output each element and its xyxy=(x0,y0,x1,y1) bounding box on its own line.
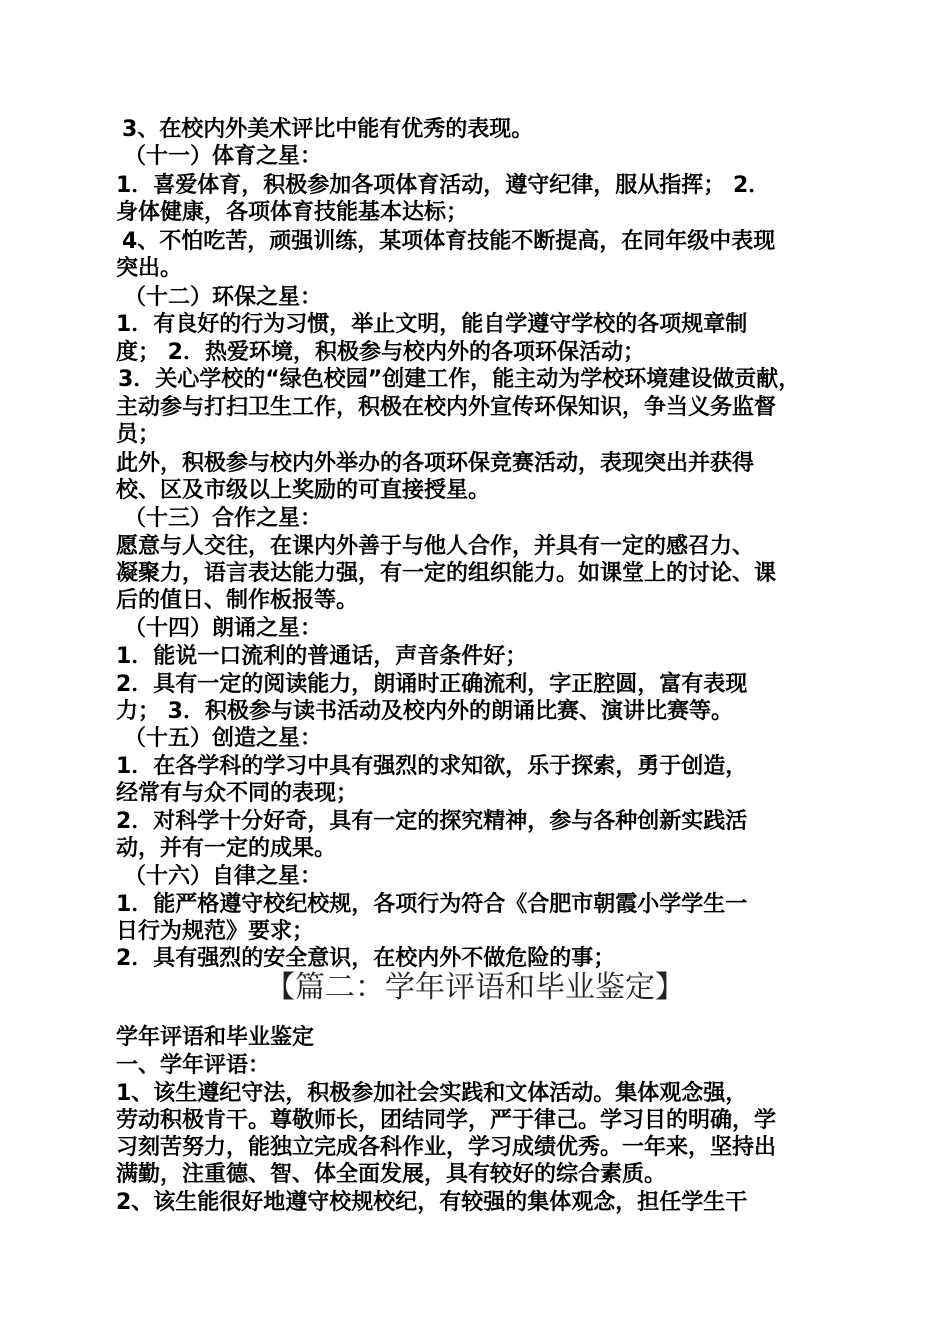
text-line: 校、区及市级以上奖励的可直接授星。 xyxy=(116,478,491,503)
text-line: 突出。 xyxy=(116,256,183,281)
section-heading: （十三）合作之星： xyxy=(124,506,323,531)
text-line: 凝聚力，语言表达能力强，有一定的组织能力。如课堂上的讨论、课 xyxy=(116,561,777,586)
text-line: 2、该生能很好地遵守校规校纪，有较强的集体观念，担任学生干 xyxy=(116,1190,748,1215)
text-line: 力； 3．积极参与读书活动及校内外的朗诵比赛、演讲比赛等。 xyxy=(116,699,733,724)
text-line: 3、在校内外美术评比中能有优秀的表现。 xyxy=(122,117,534,142)
text-line: 学年评语和毕业鉴定 xyxy=(116,1025,315,1050)
text-line: 习刻苦努力，能独立完成各科作业，学习成绩优秀。一年来，坚持出 xyxy=(116,1135,777,1160)
text-line: 3．关心学校的“绿色校园”创建工作，能主动为学校环境建设做贡献， xyxy=(118,367,801,392)
section-title: 【篇二：学年评语和毕业鉴定】 xyxy=(265,970,685,1005)
section-heading: （十二）环保之星： xyxy=(124,285,323,310)
section-heading: 一、学年评语： xyxy=(116,1053,271,1078)
section-heading: （十一）体育之星： xyxy=(124,144,323,169)
text-line: 后的值日、制作板报等。 xyxy=(116,588,359,613)
text-line: 度； 2．热爱环境，积极参与校内外的各项环保活动； xyxy=(116,340,645,365)
text-line: 2．具有强烈的安全意识，在校内外不做危险的事； xyxy=(116,946,616,971)
section-heading: （十六）自律之星： xyxy=(124,864,323,889)
text-line: 员； xyxy=(116,422,161,447)
text-line: 主动参与打扫卫生工作，积极在校内外宣传环保知识，争当义务监督 xyxy=(116,395,777,420)
text-line: 身体健康，各项体育技能基本达标； xyxy=(116,200,469,225)
section-heading: （十四）朗诵之星： xyxy=(124,616,323,641)
text-line: 2．对科学十分好奇，具有一定的探究精神，参与各种创新实践活 xyxy=(116,809,748,834)
text-line: 1．喜爱体育，积极参加各项体育活动，遵守纪律，服从指挥； 2． xyxy=(116,173,771,198)
text-line: 2．具有一定的阅读能力，朗诵时正确流利，字正腔圆，富有表现 xyxy=(116,672,748,697)
text-line: 1．有良好的行为习惯，举止文明，能自学遵守学校的各项规章制 xyxy=(116,312,748,337)
text-line: 愿意与人交往，在课内外善于与他人合作，并具有一定的感召力、 xyxy=(116,534,755,559)
text-line: 1．能说一口流利的普通话，声音条件好； xyxy=(116,644,528,669)
text-line: 4、不怕吃苦，顽强训练，某项体育技能不断提高，在同年级中表现 xyxy=(122,229,776,254)
text-line: 1．能严格遵守校纪校规，各项行为符合《合肥市朝霞小学学生一 xyxy=(116,892,748,917)
text-line: 经常有与众不同的表现； xyxy=(116,781,359,806)
text-line: 动，并有一定的成果。 xyxy=(116,836,337,861)
text-line: 此外，积极参与校内外举办的各项环保竞赛活动，表现突出并获得 xyxy=(116,451,755,476)
text-line: 劳动积极肯干。尊敬师长，团结同学，严于律己。学习目的明确，学 xyxy=(116,1108,777,1133)
text-line: 1、该生遵纪守法，积极参加社会实践和文体活动。集体观念强， xyxy=(116,1081,748,1106)
text-line: 日行为规范》要求； xyxy=(116,919,315,944)
text-line: 1．在各学科的学习中具有强烈的求知欲，乐于探索，勇于创造， xyxy=(116,754,748,779)
text-line: 满勤，注重德、智、体全面发展，具有较好的综合素质。 xyxy=(116,1162,667,1187)
section-heading: （十五）创造之星： xyxy=(124,726,323,751)
